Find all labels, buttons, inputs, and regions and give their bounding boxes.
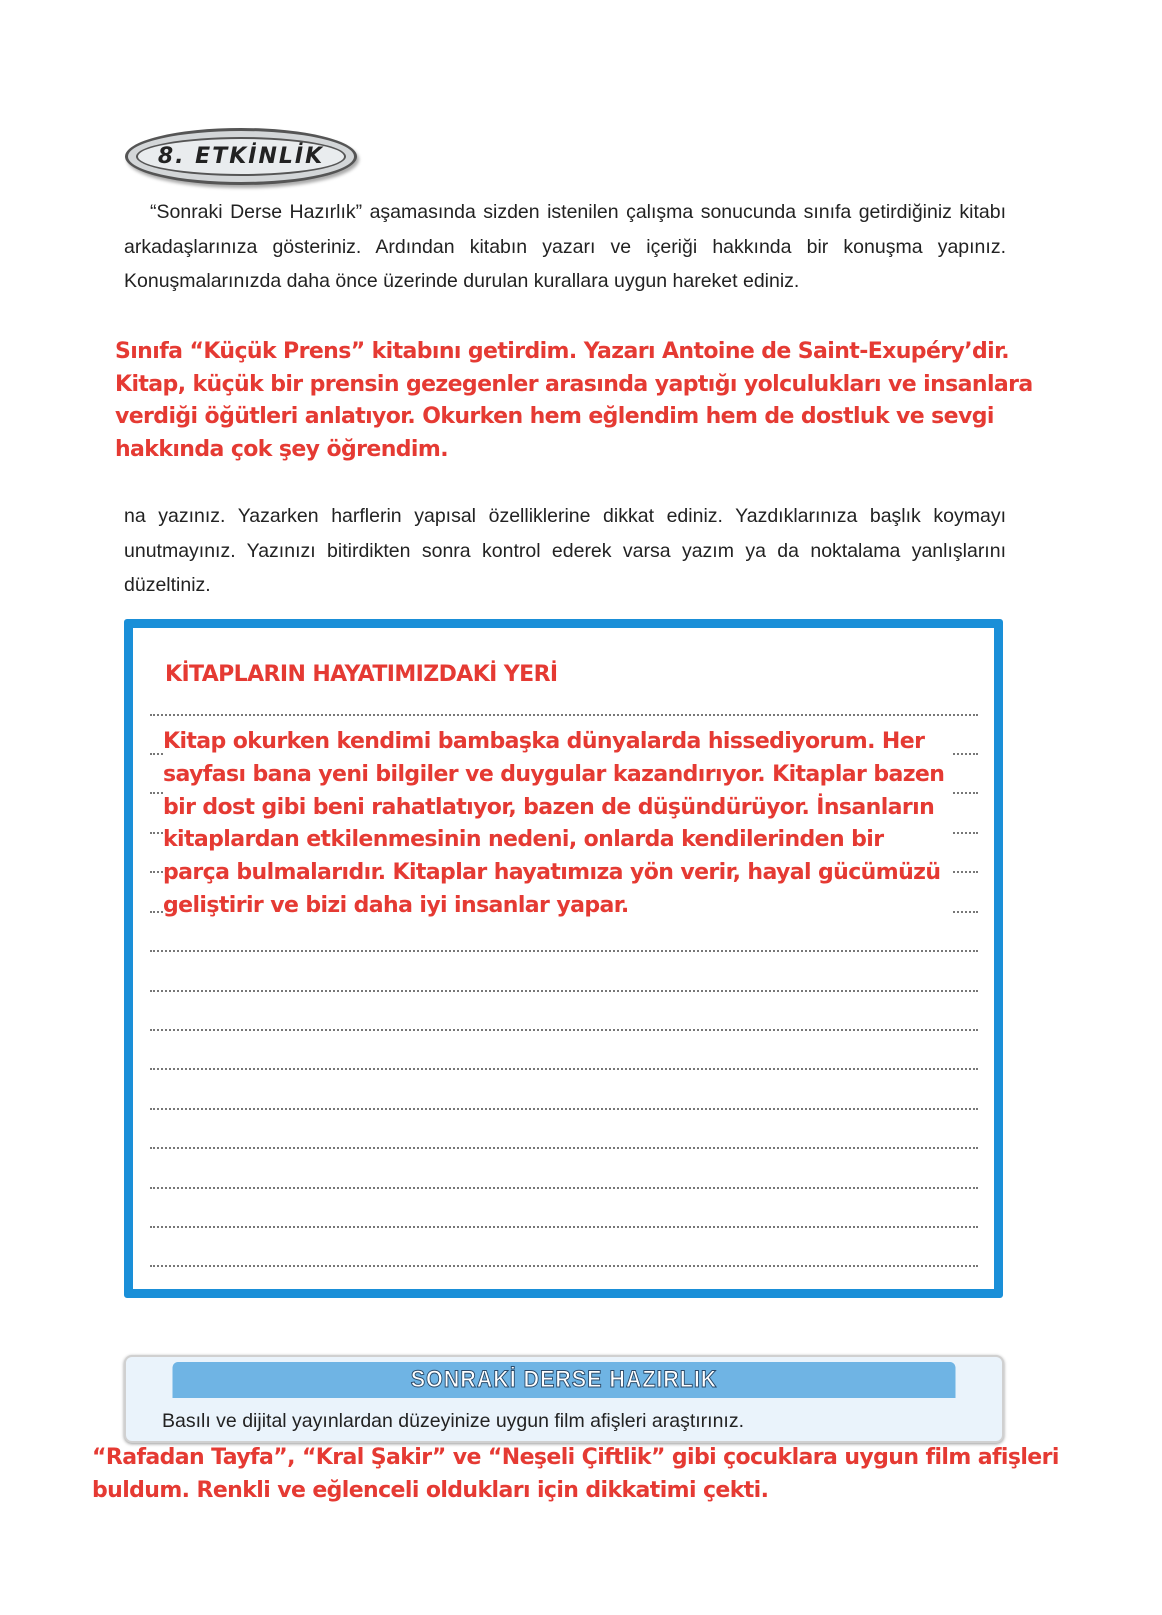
writing-box-title: KİTAPLARIN HAYATIMIZDAKİ YERİ	[165, 662, 558, 687]
writing-line[interactable]	[150, 1068, 978, 1070]
writing-line[interactable]	[150, 1108, 978, 1110]
activity-badge	[125, 128, 357, 185]
writing-line[interactable]	[150, 1029, 978, 1031]
writing-line[interactable]	[150, 1187, 978, 1189]
writing-line[interactable]	[150, 950, 978, 952]
next-lesson-panel	[124, 1355, 1004, 1443]
writing-box	[124, 619, 1003, 1298]
instruction-paragraph-2: na yazınız. Yazarken harflerin yapısal özelliklerine dikkat ediniz. Yazdıklarınıza başlık koymayı unutmayınız. Yazınızı bitirdikten sonra kontrol ederek varsa yazım ya da noktalama yanlışlarını düzeltiniz.	[124, 505, 1006, 596]
answer-3: “Rafadan Tayfa”, “Kral Şakir” ve “Neşeli Çiftlik” gibi çocuklara uygun film afişleri buldum. Renkli ve eğlenceli oldukları için dikkatimi çekti.	[92, 1445, 1059, 1503]
writing-line[interactable]	[150, 990, 978, 992]
answer-1: Sınıfa “Küçük Prens” kitabını getirdim. Yazarı Antoine de Saint-Exupéry’dir. Kitap, küçük bir prensin gezegenler arasında yaptığı yolculukları ve insanlara verdiği öğütleri anlatıyor. Okurken hem eğlendim hem de dostluk ve sevgi hakkında çok şey öğrendim.	[115, 339, 1033, 462]
writing-line[interactable]	[150, 1265, 978, 1267]
next-lesson-instruction: Basılı ve dijital yayınlardan düzeyinize uygun film afişleri araştırınız.	[162, 1410, 745, 1432]
writing-line[interactable]	[150, 1147, 978, 1149]
next-lesson-title: SONRAKİ DERSE HAZIRLIK	[173, 1362, 956, 1398]
instruction-paragraph-1: “Sonraki Derse Hazırlık” aşamasında sizden istenilen çalışma sonucunda sınıfa getirdiğiniz kitabı arkadaşlarınıza gösteriniz. Ardından kitabın yazarı ve içeriği hakkında bir konuşma yapınız. Konuşmalarınızda daha önce üzerinde durulan kurallara uygun hareket ediniz.	[124, 201, 1006, 292]
writing-box-answer: Kitap okurken kendimi bambaşka dünyalarda hissediyorum. Her sayfası bana yeni bilgiler ve duygular kazandırıyor. Kitaplar bazen bir dost gibi beni rahatlatıyor, bazen de düşündürüyor. İnsanların kitaplardan etkilenmesinin nedeni, onlarda kendilerinden bir parça bulmalarıdır. Kitaplar hayatımıza yön verir, hayal gücümüzü geliştirir ve bizi daha iyi insanlar yapar.	[163, 726, 953, 923]
writing-line[interactable]	[150, 1226, 978, 1228]
activity-badge-label: 8. ETKİNLİK	[136, 137, 346, 176]
writing-line[interactable]	[150, 714, 978, 716]
